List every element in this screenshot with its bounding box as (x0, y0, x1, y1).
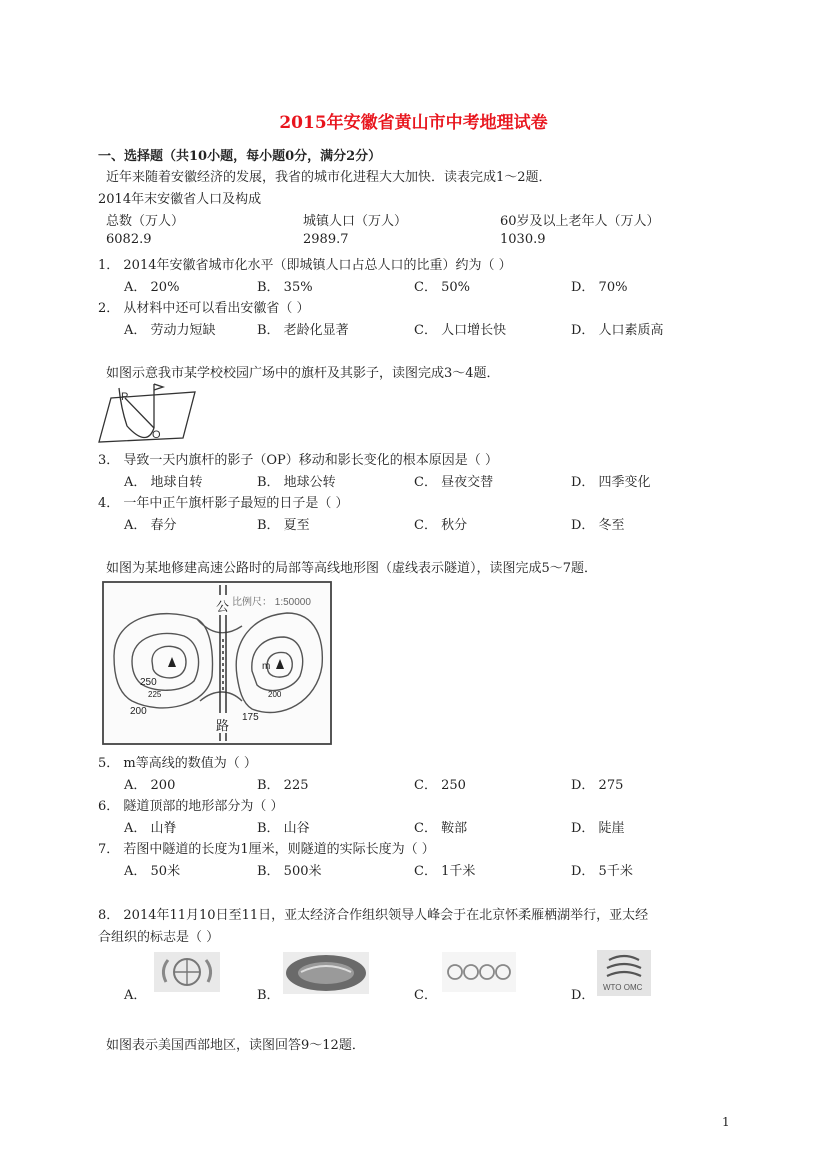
option-c: C． 1千米 (414, 864, 476, 879)
option-d: D． 四季变化 (571, 475, 651, 490)
option-c: C． 人口增长快 (414, 323, 507, 338)
table-value-total: 6082.9 (106, 232, 152, 247)
option-b: B． (257, 988, 280, 1003)
intro-text-2: 如图示意我市某学校校园广场中的旗杆及其影子，读图完成3～4题． (106, 366, 500, 381)
page-number: 1 (722, 1115, 730, 1129)
wto-logo-text: WTO OMC (603, 983, 643, 992)
option-d: D． 5千米 (571, 864, 633, 879)
contour-label-225: 225 (148, 690, 162, 699)
contour-map-figure (102, 581, 332, 745)
option-c: C． (414, 988, 437, 1003)
contour-label-200-left: 200 (130, 706, 147, 717)
option-b: B． 山谷 (257, 821, 310, 836)
option-a: A． 20% (124, 280, 180, 295)
option-a: A． 地球自转 (124, 475, 203, 490)
scale-label: 比例尺： 1:50000 (232, 597, 311, 608)
option-d: D． 70% (571, 280, 628, 295)
contour-label-m: m (262, 661, 271, 672)
label-o: O (152, 429, 161, 441)
paper-title: 2015年安徽省黄山市中考地理试卷 (279, 113, 548, 133)
option-d: D． (571, 988, 595, 1003)
question-stem: 3． 导致一天内旗杆的影子（OP）移动和影长变化的根本原因是（ ） (98, 453, 498, 468)
option-d: D． 人口素质高 (571, 323, 664, 338)
option-b: B． 35% (257, 280, 313, 295)
option-b: B． 夏至 (257, 518, 310, 533)
question-stem: 8． 2014年11月10日至11日，亚太经济合作组织领导人峰会于在北京怀柔雁栖湖举行，亚太经 (98, 908, 649, 923)
intro-text-1: 近年来随着安徽经济的发展，我省的城市化进程大大加快．读表完成1～2题． (106, 170, 552, 185)
road-label-top: 公 (216, 600, 230, 615)
option-b: B． 225 (257, 778, 309, 793)
table-value-urban: 2989.7 (303, 232, 349, 247)
option-a: A． 50米 (124, 864, 181, 879)
option-d: D． 冬至 (571, 518, 625, 533)
un-logo-icon (154, 952, 220, 992)
option-c: C． 鞍部 (414, 821, 468, 836)
table-caption: 2014年末安徽省人口及构成 (98, 192, 262, 207)
contour-label-250: 250 (140, 677, 157, 688)
option-c: C． 秋分 (414, 518, 468, 533)
option-b: B． 地球公转 (257, 475, 336, 490)
table-header-elderly: 60岁及以上老年人（万人） (500, 214, 660, 229)
flag (154, 384, 163, 390)
question-stem: 4． 一年中正午旗杆影子最短的日子是（ ） (98, 496, 349, 511)
ground-plane (99, 392, 195, 442)
question-stem: 1． 2014年安徽省城市化水平（即城镇人口占总人口的比重）约为（ ） (98, 258, 512, 273)
option-b: B． 500米 (257, 864, 322, 879)
section-heading: 一、选择题（共10小题，每小题0分，满分2分） (98, 149, 382, 164)
apec-logo-icon (283, 952, 369, 994)
table-value-elderly: 1030.9 (500, 232, 546, 247)
option-a: A． 春分 (124, 518, 177, 533)
option-a: A． 山脊 (124, 821, 177, 836)
option-c: C． 250 (414, 778, 466, 793)
option-a: A． 200 (124, 778, 176, 793)
option-a: A． (124, 988, 147, 1003)
question-stem-continued: 合组织的标志是（ ） (98, 930, 220, 945)
contour-label-200-right: 200 (268, 690, 282, 699)
table-header-total: 总数（万人） (106, 214, 185, 229)
olympic-rings-icon (442, 952, 516, 992)
contour-label-175: 175 (242, 712, 259, 723)
option-c: C． 昼夜交替 (414, 475, 494, 490)
shadow-line (125, 398, 154, 428)
question-stem: 5． m等高线的数值为（ ） (98, 756, 257, 771)
table-header-urban: 城镇人口（万人） (303, 214, 408, 229)
road-label-bottom: 路 (216, 719, 230, 734)
question-stem: 2． 从材料中还可以看出安徽省（ ） (98, 301, 310, 316)
question-stem: 6． 隧道顶部的地形部分为（ ） (98, 799, 284, 814)
question-stem: 7． 若图中隧道的长度为1厘米，则隧道的实际长度为（ ） (98, 842, 435, 857)
flagpole-shadow-figure (97, 378, 197, 444)
intro-text-3: 如图为某地修建高速公路时的局部等高线地形图（虚线表示隧道），读图完成5～7题． (106, 561, 598, 576)
intro-text-4: 如图表示美国西部地区，读图回答9～12题． (106, 1038, 365, 1053)
option-a: A． 劳动力短缺 (124, 323, 216, 338)
wto-logo-icon (597, 950, 651, 996)
option-d: D． 陡崖 (571, 821, 625, 836)
option-d: D． 275 (571, 778, 624, 793)
option-b: B． 老龄化显著 (257, 323, 349, 338)
label-p: P (121, 391, 129, 403)
option-c: C． 50% (414, 280, 470, 295)
